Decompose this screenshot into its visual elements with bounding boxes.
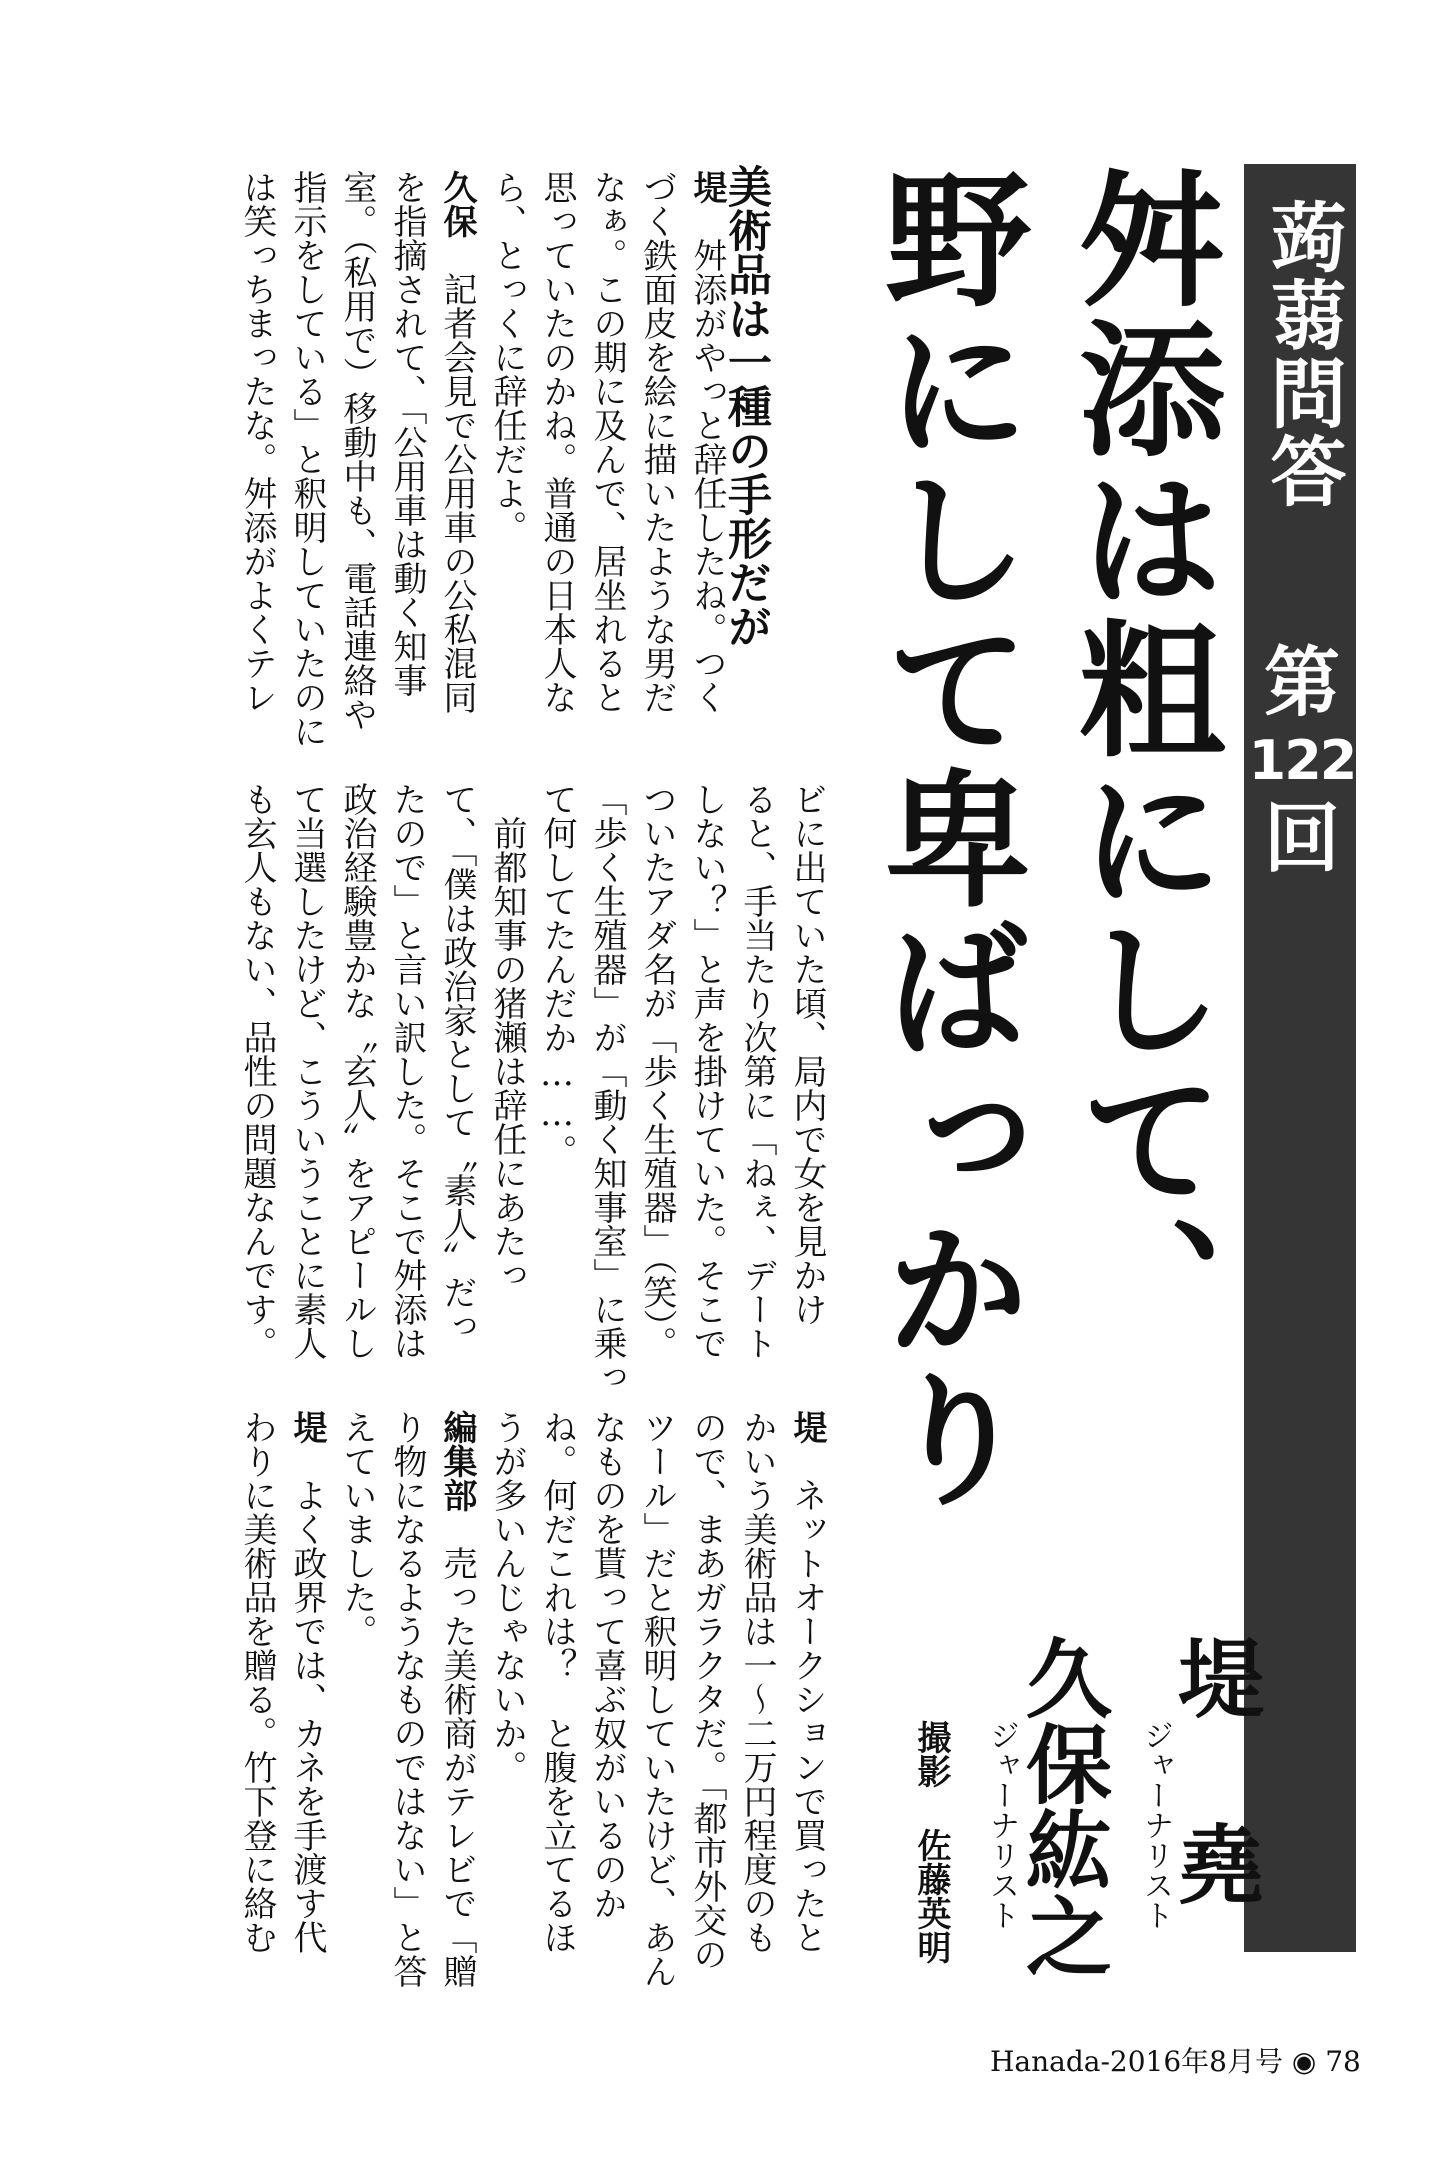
line-text: ると、手当たり次第に「ねぇ、デート <box>737 782 777 1360</box>
line-text: なぁ。この期に及んで、居坐れると <box>587 170 627 714</box>
line-text: は笑っちまったな。舛添がよくテレ <box>237 170 277 714</box>
text-line <box>688 782 726 1360</box>
series-number-suffix: 回 <box>1264 794 1340 883</box>
series-number <box>1248 638 1356 900</box>
line-text: ビに出ていた頃、局内で女を見かけ <box>787 782 827 1326</box>
author-2-name: 久保紘之 <box>1011 1634 1111 1978</box>
line-text: うが多いんじゃないか。 <box>487 1410 527 1784</box>
speaker-label: 堤 <box>687 170 727 204</box>
text-line <box>788 782 826 1326</box>
text-line <box>588 782 626 1394</box>
text-line <box>588 1410 626 1920</box>
text-line <box>588 170 626 714</box>
title-line-2: 野にして卑ばっかり <box>860 164 1030 1514</box>
line-text: 思っていたのかね。普通の日本人な <box>537 170 577 714</box>
text-line <box>538 782 576 1168</box>
text-line <box>388 782 426 1360</box>
line-text: なものを貰って喜ぶ奴がいるのか <box>587 1410 627 1920</box>
text-line <box>238 782 276 1360</box>
series-label: 蒟蒻問答 <box>1258 198 1347 510</box>
line-text: たので」と言い訳した。そこで舛添は <box>387 782 427 1360</box>
line-text: 指示をしている」と釈明していたのに <box>287 170 327 748</box>
text-line <box>788 1410 826 1954</box>
text-line <box>488 1410 526 1784</box>
text-line <box>538 1410 576 1954</box>
line-text: て、「僕は政治家として〝素人〟だっ <box>437 782 477 1343</box>
text-line <box>738 1410 776 1954</box>
line-text: も玄人もない、品性の問題なんです。 <box>237 782 277 1360</box>
line-text: り物になるようなものではない」と答 <box>387 1410 427 1988</box>
line-text: づく鉄面皮を絵に描いたような男だ <box>637 170 677 714</box>
speaker-label: 堤 <box>287 1410 327 1444</box>
text-line <box>488 170 526 544</box>
line-text: ね。何だこれは？ と腹を立てるほ <box>537 1410 577 1954</box>
author-1-name: 堤 堯 <box>1163 1634 1263 1906</box>
text-line <box>388 1410 426 1988</box>
line-text: ついたアダ名が「歩く生殖器」（笑）。 <box>637 782 677 1360</box>
text-line <box>738 782 776 1360</box>
photo-credit: 撮影 佐藤英明 <box>911 1720 951 1964</box>
series-number-prefix: 第 <box>1264 638 1340 727</box>
text-line <box>688 170 726 714</box>
line-text: しない？」と声を掛けていた。そこで <box>687 782 727 1360</box>
text-line <box>438 170 476 714</box>
text-line <box>538 170 576 714</box>
speaker-label: 久保 <box>437 170 477 238</box>
line-text: て何してたんだか……。 <box>537 782 577 1168</box>
line-text: を指摘されて、「公用車は動く知事 <box>387 170 427 697</box>
author-2-role: ジャーナリスト <box>984 1720 1019 1930</box>
text-line <box>238 170 276 714</box>
line-text: ので、まあガラクタだ。「都市外交の <box>687 1410 727 1971</box>
speaker-label: 編集部 <box>437 1410 477 1512</box>
line-text: 舛添がやっと辞任したね。つく <box>687 204 727 714</box>
line-text: 売った美術商がテレビで「贈 <box>437 1512 477 1988</box>
line-text: 政治経験豊かな〝玄人〟をアピールし <box>337 782 377 1360</box>
text-line <box>638 1410 676 1988</box>
line-text: ネットオークションで買ったと <box>787 1444 827 1954</box>
text-line <box>488 782 526 1292</box>
page-footer: Hanada-2016年8月号 ◉ 78 <box>990 2045 1361 2078</box>
line-text: 前都知事の猪瀬は辞任にあたっ <box>487 782 527 1292</box>
text-line <box>438 782 476 1343</box>
line-text: 「歩く生殖器」が「動く知事室」に乗っ <box>587 782 627 1394</box>
speaker-label: 堤 <box>787 1410 827 1444</box>
text-line <box>638 782 676 1360</box>
text-line <box>338 170 376 731</box>
line-text: ら、とっくに辞任だよ。 <box>487 170 527 544</box>
line-text: て当選したけど、こういうことに素人 <box>287 782 327 1360</box>
line-text: よく政界では、カネを手渡す代 <box>287 1444 327 1954</box>
text-line <box>388 170 426 697</box>
text-line <box>288 1410 326 1954</box>
author-1-role: ジャーナリスト <box>1138 1720 1173 1930</box>
text-line <box>288 170 326 748</box>
line-text: かいう美術品は一～二万円程度のも <box>737 1410 777 1954</box>
line-text: 室。（私用で）移動中も、電話連絡や <box>337 170 377 731</box>
text-line <box>288 782 326 1360</box>
text-line <box>638 170 676 714</box>
text-line <box>338 782 376 1360</box>
line-text: ツール」だと釈明していたけど、あん <box>637 1410 677 1988</box>
line-text: えていました。 <box>337 1410 377 1648</box>
line-text: 記者会見で公用車の公私混同 <box>437 238 477 714</box>
series-number-value: 122 <box>1248 729 1356 792</box>
text-line <box>338 1410 376 1648</box>
title-line-1: 舛添は粗にして、 <box>1054 164 1224 1364</box>
subhead: 美術品は一種の手形だが <box>720 164 771 648</box>
text-line <box>238 1410 276 1954</box>
text-line <box>688 1410 726 1971</box>
text-line <box>438 1410 476 1988</box>
line-text: わりに美術品を贈る。竹下登に絡む <box>237 1410 277 1954</box>
